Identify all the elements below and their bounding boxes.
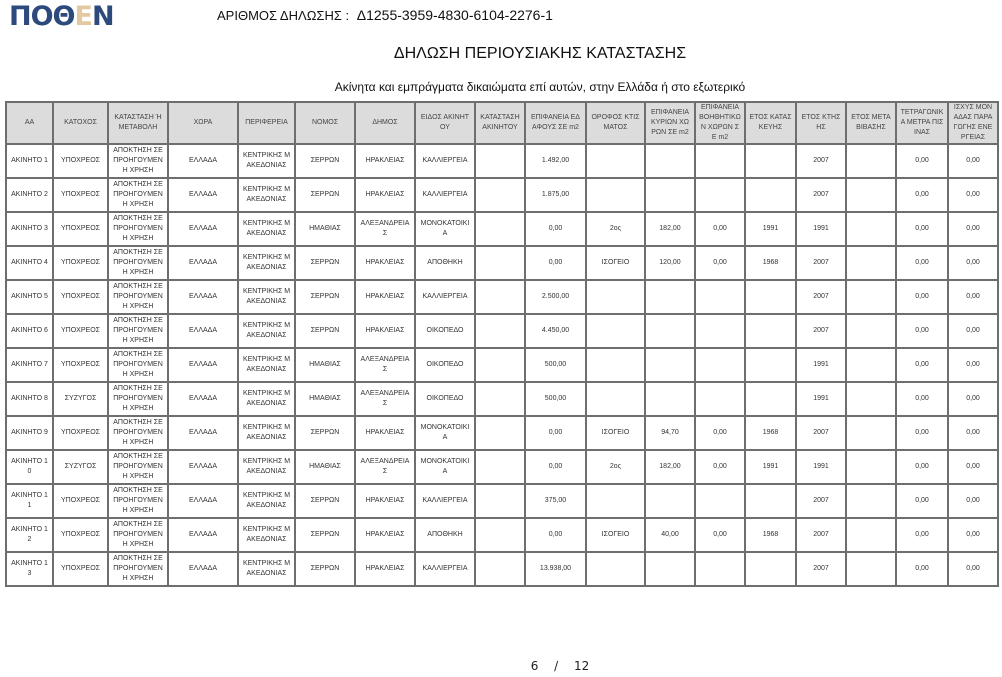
table-cell: ΑΠΟΚΤΗΣΗ ΣΕ ΠΡΟΗΓΟΥΜΕΝΗ ΧΡΗΣΗ	[108, 348, 168, 382]
table-cell: 1991	[796, 348, 846, 382]
table-cell	[645, 144, 695, 178]
table-cell: 375,00	[525, 484, 586, 518]
page-title: ΔΗΛΩΣΗ ΠΕΡΙΟΥΣΙΑΚΗΣ ΚΑΤΑΣΤΑΣΗΣ	[393, 45, 687, 62]
table-cell: ΕΛΛΑΔΑ	[168, 416, 238, 450]
table-cell: 0,00	[948, 518, 998, 552]
table-cell: ΙΣΟΓΕΙΟ	[586, 246, 645, 280]
table-cell: 2ος	[586, 450, 645, 484]
table-cell: ΑΠΟΘΗΚΗ	[415, 246, 475, 280]
table-cell: ΑΚΙΝΗΤΟ 3	[6, 212, 53, 246]
table-cell	[745, 280, 796, 314]
table-cell: 1.875,00	[525, 178, 586, 212]
table-cell: 182,00	[645, 450, 695, 484]
table-cell: ΣΕΡΡΩΝ	[295, 552, 355, 586]
table-cell: ΥΠΟΧΡΕΟΣ	[53, 314, 108, 348]
table-cell	[475, 484, 525, 518]
table-cell	[475, 280, 525, 314]
table-cell: 1991	[796, 450, 846, 484]
table-cell: 2007	[796, 484, 846, 518]
table-cell	[846, 450, 896, 484]
table-cell: ΑΠΟΚΤΗΣΗ ΣΕ ΠΡΟΗΓΟΥΜΕΝΗ ΧΡΗΣΗ	[108, 382, 168, 416]
table-cell: ΑΚΙΝΗΤΟ 4	[6, 246, 53, 280]
table-cell: 0,00	[948, 450, 998, 484]
table-cell: ΚΑΛΛΙΕΡΓΕΙΑ	[415, 552, 475, 586]
table-cell: ΙΣΟΓΕΙΟ	[586, 416, 645, 450]
table-cell	[846, 382, 896, 416]
table-cell: ΥΠΟΧΡΕΟΣ	[53, 178, 108, 212]
column-header: ΔΗΜΟΣ	[355, 102, 415, 144]
table-cell: ΑΛΕΞΑΝΔΡΕΙΑΣ	[355, 450, 415, 484]
table-cell	[846, 212, 896, 246]
table-cell: ΕΛΛΑΔΑ	[168, 518, 238, 552]
table-cell: ΑΠΟΘΗΚΗ	[415, 518, 475, 552]
column-header: ΕΤΟΣ ΚΑΤΑΣΚΕΥΗΣ	[745, 102, 796, 144]
table-cell	[475, 246, 525, 280]
table-cell: ΣΕΡΡΩΝ	[295, 314, 355, 348]
table-cell: ΚΕΝΤΡΙΚΗΣ ΜΑΚΕΔΟΝΙΑΣ	[238, 212, 295, 246]
table-cell: ΑΚΙΝΗΤΟ 5	[6, 280, 53, 314]
table-cell: ΑΠΟΚΤΗΣΗ ΣΕ ΠΡΟΗΓΟΥΜΕΝΗ ΧΡΗΣΗ	[108, 144, 168, 178]
table-cell: 120,00	[645, 246, 695, 280]
column-header: ΕΠΙΦΑΝΕΙΑ ΒΟΗΘΗΤΙΚΩΝ ΧΩΡΩΝ ΣΕ m2	[695, 102, 745, 144]
table-cell	[586, 280, 645, 314]
table-cell: 1991	[745, 450, 796, 484]
table-cell: ΑΠΟΚΤΗΣΗ ΣΕ ΠΡΟΗΓΟΥΜΕΝΗ ΧΡΗΣΗ	[108, 212, 168, 246]
table-cell: ΑΠΟΚΤΗΣΗ ΣΕ ΠΡΟΗΓΟΥΜΕΝΗ ΧΡΗΣΗ	[108, 246, 168, 280]
table-cell: ΑΛΕΞΑΝΔΡΕΙΑΣ	[355, 382, 415, 416]
table-cell: ΚΑΛΛΙΕΡΓΕΙΑ	[415, 178, 475, 212]
table-cell: 0,00	[896, 484, 948, 518]
table-cell: ΕΛΛΑΔΑ	[168, 348, 238, 382]
declaration-label: ΑΡΙΘΜΟΣ ΔΗΛΩΣΗΣ :	[217, 8, 350, 23]
table-cell: ΗΡΑΚΛΕΙΑΣ	[355, 314, 415, 348]
table-cell: 2007	[796, 416, 846, 450]
table-cell	[586, 348, 645, 382]
table-cell: ΑΚΙΝΗΤΟ 7	[6, 348, 53, 382]
table-cell	[586, 552, 645, 586]
table-cell: 1991	[745, 212, 796, 246]
table-cell: ΣΕΡΡΩΝ	[295, 484, 355, 518]
table-cell	[586, 178, 645, 212]
table-cell: 500,00	[525, 382, 586, 416]
table-cell: ΑΚΙΝΗΤΟ 11	[6, 484, 53, 518]
column-header: ΝΟΜΟΣ	[295, 102, 355, 144]
total-pages: 12	[574, 659, 590, 673]
table-cell: ΑΚΙΝΗΤΟ 10	[6, 450, 53, 484]
table-cell: 0,00	[896, 280, 948, 314]
column-header: ΟΡΟΦΟΣ ΚΤΙΣΜΑΤΟΣ	[586, 102, 645, 144]
table-cell: ΑΠΟΚΤΗΣΗ ΣΕ ΠΡΟΗΓΟΥΜΕΝΗ ΧΡΗΣΗ	[108, 518, 168, 552]
table-cell: ΑΚΙΝΗΤΟ 8	[6, 382, 53, 416]
table-cell: 2007	[796, 178, 846, 212]
table-cell	[475, 212, 525, 246]
table-cell: ΑΠΟΚΤΗΣΗ ΣΕ ΠΡΟΗΓΟΥΜΕΝΗ ΧΡΗΣΗ	[108, 314, 168, 348]
table-cell: 0,00	[896, 212, 948, 246]
table-cell: 0,00	[525, 450, 586, 484]
table-row	[6, 348, 998, 382]
table-cell	[586, 314, 645, 348]
table-cell: ΚΕΝΤΡΙΚΗΣ ΜΑΚΕΔΟΝΙΑΣ	[238, 518, 295, 552]
table-cell: ΣΥΖΥΓΟΣ	[53, 450, 108, 484]
table-cell	[745, 314, 796, 348]
column-header: ΚΑΤΑΣΤΑΣΗ Ή ΜΕΤΑΒΟΛΗ	[108, 102, 168, 144]
declaration-number: Δ1255-3959-4830-6104-2276-1	[356, 7, 553, 23]
table-cell	[475, 416, 525, 450]
table-cell	[645, 382, 695, 416]
table-cell: 0,00	[896, 552, 948, 586]
table-cell	[745, 348, 796, 382]
table-cell: 0,00	[948, 314, 998, 348]
table-cell: ΣΥΖΥΓΟΣ	[53, 382, 108, 416]
table-cell: ΥΠΟΧΡΕΟΣ	[53, 144, 108, 178]
table-cell: 0,00	[896, 382, 948, 416]
table-cell: 0,00	[695, 518, 745, 552]
table-cell: ΣΕΡΡΩΝ	[295, 178, 355, 212]
table-cell: ΑΚΙΝΗΤΟ 12	[6, 518, 53, 552]
table-cell: 0,00	[896, 314, 948, 348]
table-cell	[745, 484, 796, 518]
table-cell: 4.450,00	[525, 314, 586, 348]
column-header: ΕΙΔΟΣ ΑΚΙΝΗΤΟΥ	[415, 102, 475, 144]
table-cell: 1991	[796, 212, 846, 246]
table-cell: ΥΠΟΧΡΕΟΣ	[53, 212, 108, 246]
table-cell: ΕΛΛΑΔΑ	[168, 484, 238, 518]
column-header: ΤΕΤΡΑΓΩΝΙΚΑ ΜΕΤΡΑ ΠΙΣΙΝΑΣ	[896, 102, 948, 144]
table-cell: 0,00	[695, 246, 745, 280]
column-header: ΧΩΡΑ	[168, 102, 238, 144]
table-cell: ΚΕΝΤΡΙΚΗΣ ΜΑΚΕΔΟΝΙΑΣ	[238, 348, 295, 382]
logo	[9, 1, 114, 33]
table-cell: 0,00	[525, 212, 586, 246]
table-cell	[846, 280, 896, 314]
table-cell: ΜΟΝΟΚΑΤΟΙΚΙΑ	[415, 450, 475, 484]
table-cell: 94,70	[645, 416, 695, 450]
table-cell	[846, 484, 896, 518]
table-cell: ΚΑΛΛΙΕΡΓΕΙΑ	[415, 280, 475, 314]
table-cell: ΗΜΑΘΙΑΣ	[295, 450, 355, 484]
column-header: ΕΠΙΦΑΝΕΙΑ ΚΥΡΙΩΝ ΧΩΡΩΝ ΣΕ m2	[645, 102, 695, 144]
table-cell: ΚΕΝΤΡΙΚΗΣ ΜΑΚΕΔΟΝΙΑΣ	[238, 280, 295, 314]
table-cell	[846, 348, 896, 382]
table-cell	[745, 552, 796, 586]
table-cell	[645, 280, 695, 314]
table-cell: 0,00	[525, 416, 586, 450]
table-cell: ΑΛΕΞΑΝΔΡΕΙΑΣ	[355, 348, 415, 382]
table-cell	[475, 450, 525, 484]
table-cell: ΟΙΚΟΠΕΔΟ	[415, 314, 475, 348]
table-cell	[645, 484, 695, 518]
logo-accent: Ε	[74, 1, 92, 32]
page-subtitle: Ακίνητα και εμπράγματα δικαιώματα επί αυτών, στην Ελλάδα ή στο εξωτερικό	[334, 80, 746, 94]
table-cell: 2ος	[586, 212, 645, 246]
table-row	[6, 416, 998, 450]
table-cell: ΑΛΕΞΑΝΔΡΕΙΑΣ	[355, 212, 415, 246]
column-header: ΚΑΤΑΣΤΑΣΗ ΑΚΙΝΗΤΟΥ	[475, 102, 525, 144]
table-cell: 0,00	[896, 178, 948, 212]
column-header: ΚΑΤΟΧΟΣ	[53, 102, 108, 144]
table-cell	[475, 144, 525, 178]
table-cell: 500,00	[525, 348, 586, 382]
table-cell: 0,00	[948, 246, 998, 280]
page-indicator	[0, 659, 1002, 673]
table-cell: ΥΠΟΧΡΕΟΣ	[53, 552, 108, 586]
table-cell: ΕΛΛΑΔΑ	[168, 246, 238, 280]
table-cell: ΚΕΝΤΡΙΚΗΣ ΜΑΚΕΔΟΝΙΑΣ	[238, 246, 295, 280]
table-cell	[695, 280, 745, 314]
table-cell: ΚΕΝΤΡΙΚΗΣ ΜΑΚΕΔΟΝΙΑΣ	[238, 314, 295, 348]
table-cell: 2007	[796, 144, 846, 178]
table-cell: ΗΡΑΚΛΕΙΑΣ	[355, 416, 415, 450]
table-cell: ΑΚΙΝΗΤΟ 2	[6, 178, 53, 212]
table-cell: 0,00	[695, 212, 745, 246]
current-page: 6	[530, 659, 539, 673]
table-cell	[645, 178, 695, 212]
column-header: ΙΣΧΥΣ ΜΟΝΑΔΑΣ ΠΑΡΑΓΩΓΗΣ ΕΝΕΡΓΕΙΑΣ	[948, 102, 998, 144]
table-cell: ΗΜΑΘΙΑΣ	[295, 212, 355, 246]
table-cell: 2007	[796, 518, 846, 552]
table-cell	[846, 178, 896, 212]
table-cell	[846, 518, 896, 552]
table-cell: ΗΡΑΚΛΕΙΑΣ	[355, 280, 415, 314]
table-cell: ΜΟΝΟΚΑΤΟΙΚΙΑ	[415, 212, 475, 246]
table-cell: ΥΠΟΧΡΕΟΣ	[53, 348, 108, 382]
column-header: ΑΑ	[6, 102, 53, 144]
table-row	[6, 382, 998, 416]
table-cell: 0,00	[948, 552, 998, 586]
table-cell: 0,00	[948, 178, 998, 212]
table-cell: ΕΛΛΑΔΑ	[168, 382, 238, 416]
table-cell: 2.500,00	[525, 280, 586, 314]
table-cell: 0,00	[525, 246, 586, 280]
table-cell: ΑΚΙΝΗΤΟ 9	[6, 416, 53, 450]
table-row	[6, 518, 998, 552]
table-cell: ΚΕΝΤΡΙΚΗΣ ΜΑΚΕΔΟΝΙΑΣ	[238, 552, 295, 586]
table-body	[6, 144, 998, 586]
declaration-number-line	[217, 7, 553, 23]
table-cell: ΥΠΟΧΡΕΟΣ	[53, 484, 108, 518]
table-cell	[475, 552, 525, 586]
table-cell: ΚΕΝΤΡΙΚΗΣ ΜΑΚΕΔΟΝΙΑΣ	[238, 416, 295, 450]
table-cell: 0,00	[948, 144, 998, 178]
table-cell	[475, 518, 525, 552]
table-cell	[645, 314, 695, 348]
table-cell: 182,00	[645, 212, 695, 246]
table-cell: ΟΙΚΟΠΕΔΟ	[415, 348, 475, 382]
table-cell: ΥΠΟΧΡΕΟΣ	[53, 280, 108, 314]
logo-text-end: Ν	[91, 1, 114, 32]
table-cell: ΑΚΙΝΗΤΟ 6	[6, 314, 53, 348]
table-cell: 2007	[796, 552, 846, 586]
table-cell: ΑΠΟΚΤΗΣΗ ΣΕ ΠΡΟΗΓΟΥΜΕΝΗ ΧΡΗΣΗ	[108, 552, 168, 586]
table-cell: ΕΛΛΑΔΑ	[168, 144, 238, 178]
table-cell: 0,00	[896, 518, 948, 552]
table-cell: ΣΕΡΡΩΝ	[295, 518, 355, 552]
table-cell: ΥΠΟΧΡΕΟΣ	[53, 246, 108, 280]
table-cell	[695, 382, 745, 416]
table-cell: 2007	[796, 280, 846, 314]
table-cell	[586, 382, 645, 416]
table-cell: ΗΡΑΚΛΕΙΑΣ	[355, 484, 415, 518]
table-cell: ΣΕΡΡΩΝ	[295, 144, 355, 178]
properties-table	[5, 101, 999, 587]
table-cell	[745, 144, 796, 178]
column-header: ΕΤΟΣ ΜΕΤΑΒΙΒΑΣΗΣ	[846, 102, 896, 144]
table-cell: 2007	[796, 246, 846, 280]
table-cell: 1968	[745, 416, 796, 450]
table-cell: ΚΕΝΤΡΙΚΗΣ ΜΑΚΕΔΟΝΙΑΣ	[238, 450, 295, 484]
table-cell: ΥΠΟΧΡΕΟΣ	[53, 416, 108, 450]
table-cell: 1.492,00	[525, 144, 586, 178]
table-cell	[645, 348, 695, 382]
table-cell: ΕΛΛΑΔΑ	[168, 450, 238, 484]
table-cell	[475, 178, 525, 212]
table-cell: ΗΜΑΘΙΑΣ	[295, 348, 355, 382]
table-cell: ΑΠΟΚΤΗΣΗ ΣΕ ΠΡΟΗΓΟΥΜΕΝΗ ΧΡΗΣΗ	[108, 416, 168, 450]
page-separator: /	[554, 659, 559, 673]
table-cell: 0,00	[948, 212, 998, 246]
table-header-row	[6, 102, 998, 144]
table-cell: ΗΡΑΚΛΕΙΑΣ	[355, 518, 415, 552]
table-cell: 0,00	[948, 382, 998, 416]
table-row	[6, 314, 998, 348]
table-cell	[645, 552, 695, 586]
table-cell: ΕΛΛΑΔΑ	[168, 280, 238, 314]
table-cell: 1968	[745, 518, 796, 552]
table-cell: 1968	[745, 246, 796, 280]
table-cell: ΗΜΑΘΙΑΣ	[295, 382, 355, 416]
table-cell: ΕΛΛΑΔΑ	[168, 552, 238, 586]
table-cell	[846, 144, 896, 178]
table-cell: ΣΕΡΡΩΝ	[295, 246, 355, 280]
table-cell: ΑΚΙΝΗΤΟ 1	[6, 144, 53, 178]
table-cell: 13.938,00	[525, 552, 586, 586]
table-cell	[846, 416, 896, 450]
table-cell: ΚΕΝΤΡΙΚΗΣ ΜΑΚΕΔΟΝΙΑΣ	[238, 178, 295, 212]
table-cell: 0,00	[896, 450, 948, 484]
table-cell: ΟΙΚΟΠΕΔΟ	[415, 382, 475, 416]
table-cell: 2007	[796, 314, 846, 348]
table-row	[6, 552, 998, 586]
column-header: ΕΠΙΦΑΝΕΙΑ ΕΔΑΦΟΥΣ ΣΕ m2	[525, 102, 586, 144]
column-header: ΕΤΟΣ ΚΤΗΣΗΣ	[796, 102, 846, 144]
table-cell: ΚΕΝΤΡΙΚΗΣ ΜΑΚΕΔΟΝΙΑΣ	[238, 144, 295, 178]
table-cell: ΥΠΟΧΡΕΟΣ	[53, 518, 108, 552]
table-cell: ΚΕΝΤΡΙΚΗΣ ΜΑΚΕΔΟΝΙΑΣ	[238, 382, 295, 416]
table-cell: ΗΡΑΚΛΕΙΑΣ	[355, 552, 415, 586]
table-cell	[695, 144, 745, 178]
table-cell: ΣΕΡΡΩΝ	[295, 280, 355, 314]
table-cell	[695, 178, 745, 212]
table-cell	[695, 314, 745, 348]
table-cell: 0,00	[896, 144, 948, 178]
table-cell: 0,00	[896, 348, 948, 382]
table-cell: ΗΡΑΚΛΕΙΑΣ	[355, 144, 415, 178]
table-cell: 0,00	[948, 484, 998, 518]
table-cell: 0,00	[695, 416, 745, 450]
table-cell: 0,00	[948, 348, 998, 382]
table-cell: 1991	[796, 382, 846, 416]
table-cell: ΚΕΝΤΡΙΚΗΣ ΜΑΚΕΔΟΝΙΑΣ	[238, 484, 295, 518]
table-cell: 0,00	[896, 416, 948, 450]
table-cell: 0,00	[896, 246, 948, 280]
table-row	[6, 484, 998, 518]
table-cell: ΕΛΛΑΔΑ	[168, 212, 238, 246]
table-cell: ΜΟΝΟΚΑΤΟΙΚΙΑ	[415, 416, 475, 450]
table-cell: 0,00	[695, 450, 745, 484]
table-cell	[745, 178, 796, 212]
table-cell	[695, 348, 745, 382]
table-cell: ΗΡΑΚΛΕΙΑΣ	[355, 246, 415, 280]
table-cell	[475, 314, 525, 348]
table-cell	[846, 552, 896, 586]
table-cell: 0,00	[948, 416, 998, 450]
column-header: ΠΕΡΙΦΕΡΕΙΑ	[238, 102, 295, 144]
table-cell: ΣΕΡΡΩΝ	[295, 416, 355, 450]
table-cell	[846, 314, 896, 348]
table-cell: ΗΡΑΚΛΕΙΑΣ	[355, 178, 415, 212]
table-cell: ΚΑΛΛΙΕΡΓΕΙΑ	[415, 144, 475, 178]
table-cell: ΑΚΙΝΗΤΟ 13	[6, 552, 53, 586]
table-cell	[846, 246, 896, 280]
table-cell: ΑΠΟΚΤΗΣΗ ΣΕ ΠΡΟΗΓΟΥΜΕΝΗ ΧΡΗΣΗ	[108, 280, 168, 314]
table-cell: ΚΑΛΛΙΕΡΓΕΙΑ	[415, 484, 475, 518]
table-cell: 0,00	[525, 518, 586, 552]
table-cell	[586, 144, 645, 178]
table-cell: ΑΠΟΚΤΗΣΗ ΣΕ ΠΡΟΗΓΟΥΜΕΝΗ ΧΡΗΣΗ	[108, 484, 168, 518]
table-row	[6, 144, 998, 178]
table-cell	[695, 484, 745, 518]
table-row	[6, 450, 998, 484]
table-cell: 0,00	[948, 280, 998, 314]
table-row	[6, 178, 998, 212]
table-cell: 40,00	[645, 518, 695, 552]
table-cell	[695, 552, 745, 586]
table-row	[6, 212, 998, 246]
table-row	[6, 246, 998, 280]
table-cell: ΑΠΟΚΤΗΣΗ ΣΕ ΠΡΟΗΓΟΥΜΕΝΗ ΧΡΗΣΗ	[108, 450, 168, 484]
table-cell	[475, 348, 525, 382]
table-cell	[745, 382, 796, 416]
table-cell: ΕΛΛΑΔΑ	[168, 314, 238, 348]
table-cell	[586, 484, 645, 518]
table-cell: ΙΣΟΓΕΙΟ	[586, 518, 645, 552]
table-cell: ΕΛΛΑΔΑ	[168, 178, 238, 212]
table-cell	[475, 382, 525, 416]
logo-text: ΠΟΘ	[9, 1, 75, 32]
table-cell: ΑΠΟΚΤΗΣΗ ΣΕ ΠΡΟΗΓΟΥΜΕΝΗ ΧΡΗΣΗ	[108, 178, 168, 212]
table-row	[6, 280, 998, 314]
